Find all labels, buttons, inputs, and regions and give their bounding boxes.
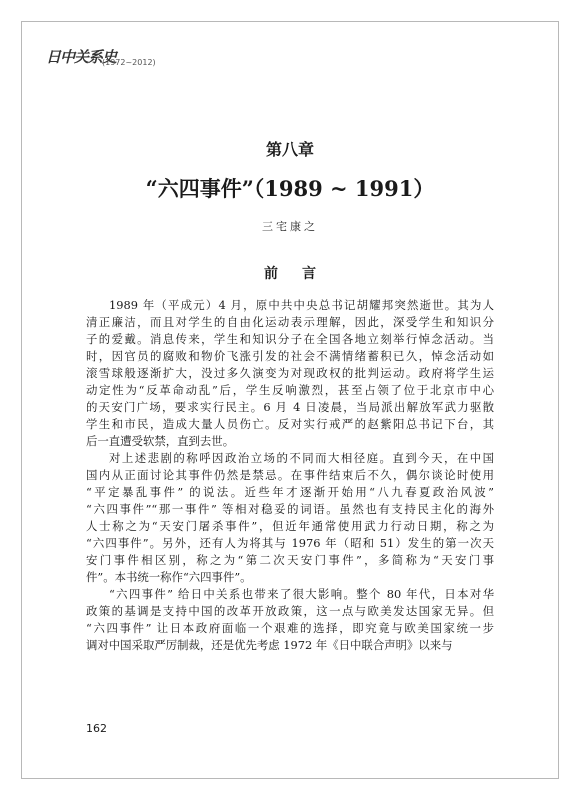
- running-header: [46, 46, 246, 72]
- text-line: 1989 年（平成元）4 月，原中共中央总书记胡耀邦突然逝世。其为人: [109, 298, 494, 312]
- text-line: 动定性为“反革命动乱”后，学生反响激烈，甚至占领了位于北京市中心: [86, 383, 494, 397]
- section-heading: 前言: [264, 266, 340, 282]
- text-line: “六四事件” 让日本政府面临一个艰难的选择，即究竟与欧美国家统一步: [86, 621, 494, 635]
- text-line: 安门事件相区别，称之为“第二次天安门事件”，多简称为“天安门事: [86, 553, 494, 567]
- text-line: 滚雪球般逐渐扩大，没过多久演变为对现政权的批判运动。政府将学生运: [86, 366, 494, 380]
- text-line: “六四事件” 给日中关系也带来了很大影响。整个 80 年代，日本对华: [109, 587, 494, 601]
- text-line: “六四事件”“那一事件” 等相对稳妥的词语。虽然也有支持民主化的海外: [86, 502, 494, 516]
- page-number: 162: [86, 722, 107, 735]
- text-line: 学生和市民，造成大量人员伤亡。反对实行戒严的赵紫阳总书记下台，其: [86, 417, 494, 431]
- paragraph: [86, 297, 494, 450]
- text-line: 国内从正面讨论其事件仍然是禁忌。在事件结束后不久，偶尔谈论时使用: [86, 468, 494, 482]
- series-title: 日中关系史: [46, 48, 117, 66]
- text-line: 的天安门广场，要求实行民主。6 月 4 日凌晨，当局派出解放军武力驱散: [86, 400, 494, 414]
- series-years: (1972~2012): [102, 58, 156, 67]
- text-line: 件”。本书统一称作“六四事件”。: [86, 570, 252, 584]
- text-line: 对上述悲剧的称呼因政治立场的不同而大相径庭。直到今天，在中国: [109, 451, 494, 465]
- text-line: 子的爱戴。消息传来，学生和知识分子在全国各地立刻举行悼念活动。当: [86, 332, 494, 346]
- chapter-title: “六四事件”（1989 ~ 1991）: [145, 176, 435, 201]
- text-line: 后一直遭受软禁，直到去世。: [86, 434, 235, 448]
- text-line: “六四事件”。另外，还有人为将其与 1976 年（昭和 51）发生的第一次天: [86, 536, 494, 550]
- chapter-number: 第八章: [265, 140, 314, 159]
- text-line: 调对中国采取严厉制裁，还是优先考虑 1972 年《日中联合声明》以来与: [86, 638, 453, 652]
- paragraph: [86, 586, 494, 654]
- text-line: 时，因官员的腐败和物价飞涨引发的社会不满情绪蓄积已久，悼念活动如: [86, 349, 494, 363]
- body-text: [86, 297, 494, 654]
- text-line: 政策的基调是支持中国的改革开放政策，这一点与欧美发达国家无异。但: [86, 604, 494, 618]
- text-line: 清正廉洁，而且对学生的自由化运动表示理解，因此，深受学生和知识分: [86, 315, 494, 329]
- text-line: “平定暴乱事件” 的说法。近些年才逐渐开始用“八九春夏政治风波”: [86, 485, 494, 499]
- paragraph: [86, 450, 494, 586]
- text-line: 人士称之为“天安门屠杀事件”，但近年通常使用武力行动日期，称之为: [86, 519, 494, 533]
- chapter-author: 三宅康之: [262, 220, 318, 233]
